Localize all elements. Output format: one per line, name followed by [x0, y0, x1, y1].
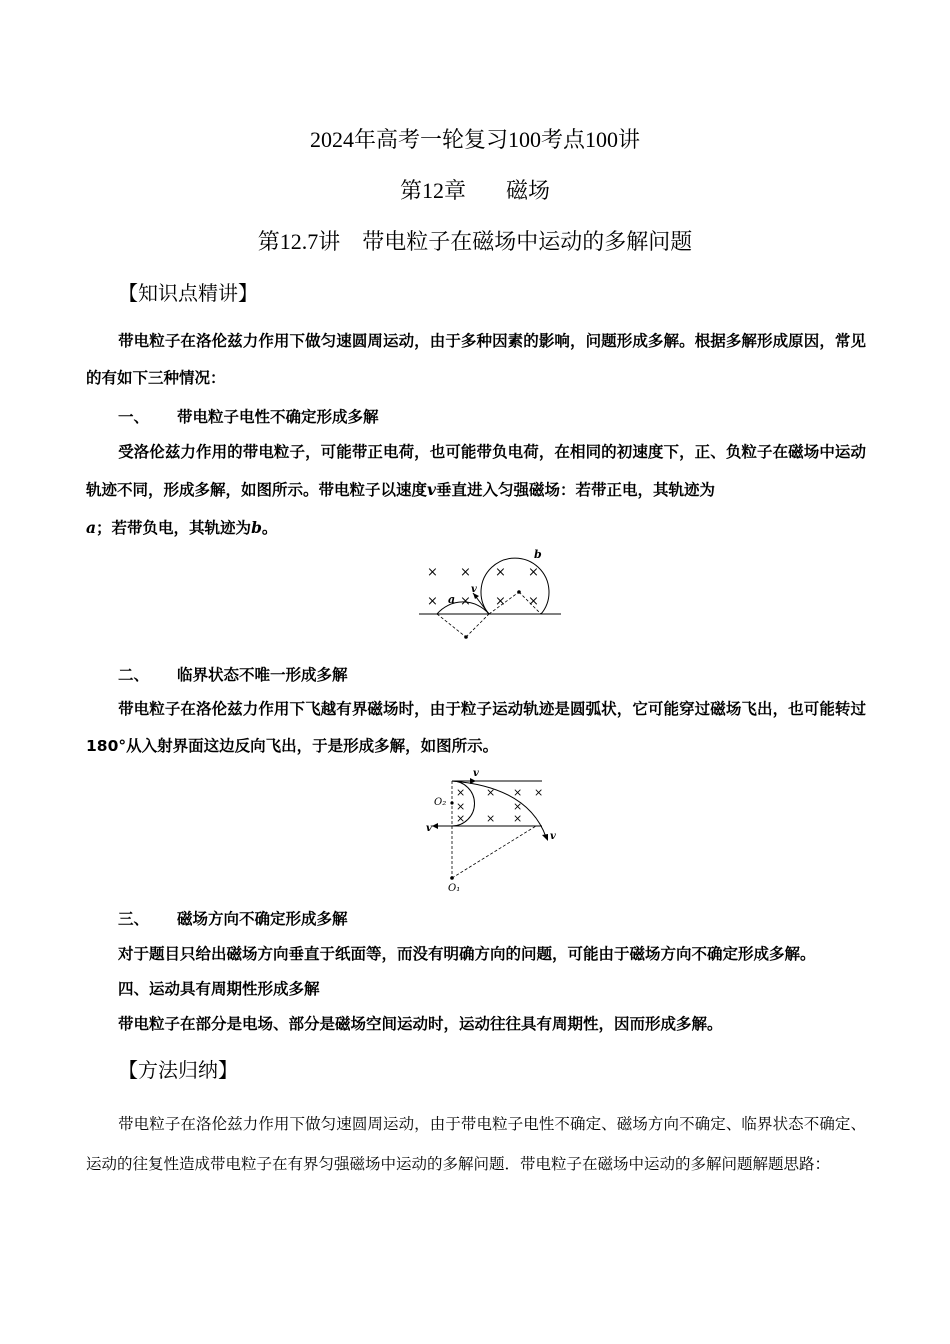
o1-label: O₁ — [448, 883, 461, 894]
case3-number: 三、 — [118, 910, 150, 928]
field-cross: × — [513, 786, 523, 799]
figure-critical-state — [418, 765, 568, 895]
case1-text-a: 受洛伦兹力作用的带电粒子，可能带正电荷，也可能带负电荷，在相同的初速度下，正、负粒子在磁场中运动轨迹不同，形成多解，如图所示。带电粒子以速度 — [86, 443, 866, 499]
intro-paragraph — [86, 323, 866, 397]
field-cross: × — [427, 594, 438, 609]
large-arc-trajectory — [452, 781, 546, 837]
case4-text: 带电粒子在部分是电场、部分是磁场空间运动时，运动往往具有周期性，因而形成多解。 — [118, 1015, 723, 1033]
center-dot — [464, 635, 468, 639]
field-cross: × — [534, 786, 544, 799]
case1-number: 一、 — [118, 408, 150, 426]
velocity-symbol: v — [427, 480, 437, 499]
o2-label: O₂ — [434, 797, 447, 808]
trajectory-b-label: b — [534, 548, 542, 561]
trajectory-a-symbol: a — [86, 518, 97, 537]
field-cross: × — [456, 812, 466, 825]
document-title: 2024年高考一轮复习100考点100讲 — [309, 127, 640, 152]
lecture-number: 第12.7讲 — [257, 229, 341, 254]
velocity-arrow-right — [542, 834, 548, 841]
field-cross: × — [460, 565, 471, 580]
method-paragraph — [86, 1104, 866, 1184]
case1-text-b: 垂直进入匀强磁场：若带正电，其轨迹为 — [436, 481, 716, 499]
field-cross: × — [513, 812, 523, 825]
case2-text: 带电粒子在洛伦兹力作用下飞越有界磁场时，由于粒子运动轨迹是圆弧状，它可能穿过磁场飞出，也可能转过180°从入射界面这边反向飞出，于是形成多解，如图所示。 — [86, 700, 866, 755]
trajectory-b-symbol: b — [251, 518, 262, 537]
case4-heading: 四、运动具有周期性形成多解 — [118, 980, 320, 998]
case3-text: 对于题目只给出磁场方向垂直于纸面等，而没有明确方向的问题，可能由于磁场方向不确定形成多解。 — [118, 945, 816, 963]
field-cross: × — [486, 812, 496, 825]
field-cross: × — [456, 800, 466, 813]
field-cross: × — [427, 565, 438, 580]
field-cross: × — [495, 565, 506, 580]
field-cross: × — [495, 594, 506, 609]
case3-title: 磁场方向不确定形成多解 — [177, 910, 348, 928]
velocity-arrow-left — [432, 823, 438, 829]
center-o2-dot — [450, 801, 453, 804]
center-dot — [517, 590, 521, 594]
chapter-title — [0, 177, 950, 205]
case3-heading — [118, 907, 348, 931]
field-cross: × — [513, 800, 523, 813]
velocity-label-top: v — [473, 768, 479, 779]
case1-text-d: 。 — [261, 519, 278, 537]
field-cross: × — [456, 786, 466, 799]
chapter-subject: 磁场 — [506, 178, 551, 203]
case1-title: 带电粒子电性不确定形成多解 — [177, 408, 379, 426]
intro-text: 带电粒子在洛伦兹力作用下做匀速圆周运动，由于多种因素的影响，问题形成多解。根据多解形成原因，常见的有如下三种情况： — [86, 332, 866, 387]
velocity-label: v — [471, 584, 477, 595]
field-cross: × — [528, 565, 539, 580]
case2-heading — [118, 663, 348, 687]
case2-paragraph — [86, 691, 866, 765]
chapter-number: 第12章 — [399, 178, 466, 203]
lecture-title — [0, 228, 950, 256]
case2-number: 二、 — [118, 666, 150, 684]
case2-title: 临界状态不唯一形成多解 — [177, 666, 348, 684]
method-heading: 【方法归纳】 — [118, 1058, 238, 1082]
case1-heading — [118, 405, 379, 429]
velocity-label-right: v — [550, 831, 556, 842]
velocity-label-left: v — [426, 823, 432, 834]
field-cross: × — [460, 594, 471, 609]
center-o1-dot — [450, 876, 454, 880]
figure-charge-sign — [415, 545, 565, 645]
field-cross: × — [528, 594, 539, 609]
field-cross: × — [486, 786, 496, 799]
case1-text-c: ；若带负电，其轨迹为 — [96, 519, 252, 537]
trajectory-a-label: a — [448, 593, 456, 606]
method-text: 带电粒子在洛伦兹力作用下做匀速圆周运动，由于带电粒子电性不确定、磁场方向不确定、临界状态不确定、运动的往复性造成带电粒子在有界匀强磁场中运动的多解问题．带电粒子在磁场中运动的多解问题解题思路： — [86, 1115, 866, 1173]
lecture-topic: 带电粒子在磁场中运动的多解问题 — [362, 229, 693, 254]
case1-paragraph — [86, 434, 866, 547]
knowledge-heading: 【知识点精讲】 — [118, 281, 258, 305]
